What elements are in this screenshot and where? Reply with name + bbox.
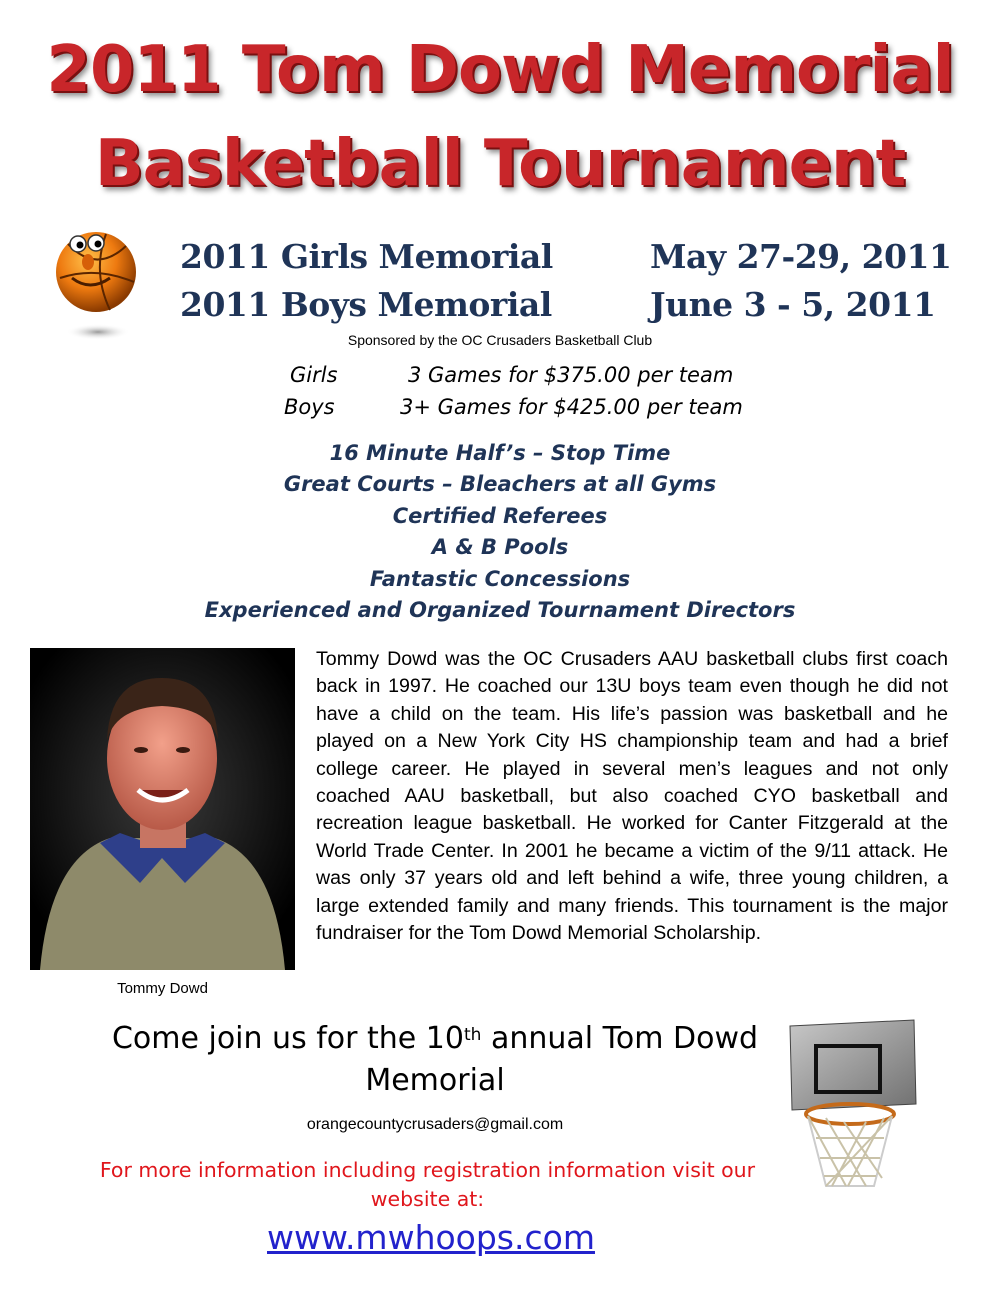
feature-item: 16 Minute Half’s – Stop Time (329, 441, 671, 465)
girls-price-label: Girls (290, 363, 338, 387)
page-title-line-2: Basketball Tournament (94, 127, 906, 201)
tommy-dowd-photo (30, 648, 295, 970)
website-link[interactable]: www.mwhoops.com (267, 1218, 595, 1257)
girls-price-text: 3 Games for $375.00 per team (408, 363, 734, 387)
ordinal-suffix: th (463, 1025, 482, 1045)
feature-item: Fantastic Concessions (369, 566, 631, 591)
boys-event-name: 2011 Boys Memorial (180, 285, 552, 324)
page-title-line-1: 2011 Tom Dowd Memorial (46, 33, 954, 107)
feature-item: Certified Referees (392, 503, 608, 528)
join-text-end: annual Tom Dowd Memorial (365, 1021, 759, 1098)
sponsor-line: Sponsored by the OC Crusaders Basketball Club (347, 332, 653, 348)
feature-list (0, 438, 1000, 626)
basketball-hoop-icon (786, 1018, 926, 1196)
biography-text: Tommy Dowd was the OC Crusaders AAU basketball clubs first coach back in 1997. He coached our 13U boys team even though he did not have a child on the team. His life’s passion was basketball and he played on a New York City HS championship team and had a brief college career. He played in several men’s leagues and not only coached AAU basketball, but also coached CYO basketball and recreation league basketball. He worked for Canter Fitzgerald at the World Trade Center. In 2001 he became a victim of the 9/11 attack. He was only 37 years old and left behind a wife, three young children, a large extended family and many friends. This tournament is the major fundraiser for the Tom Dowd Memorial Scholarship. (316, 648, 948, 945)
more-info-text: For more information including registration information visit our website at: (99, 1158, 756, 1211)
smiling-basketball-icon (48, 226, 144, 346)
girls-event-name: 2011 Girls Memorial (180, 237, 553, 276)
feature-item: Experienced and Organized Tournament Directors (204, 597, 796, 622)
boys-price-label: Boys (284, 395, 335, 419)
boys-event-dates: June 3 - 5, 2011 (650, 285, 936, 324)
feature-item: A & B Pools (431, 535, 569, 560)
boys-price-text: 3+ Games for $425.00 per team (400, 395, 743, 419)
join-invitation (40, 1018, 830, 1102)
join-text-start: Come join us for the 10 (111, 1021, 464, 1056)
girls-event-dates: May 27-29, 2011 (650, 237, 952, 276)
photo-caption: Tommy Dowd (117, 980, 208, 997)
contact-email[interactable]: orangecountycrusaders@gmail.com (306, 1116, 564, 1133)
feature-item: Great Courts – Bleachers at all Gyms (283, 472, 717, 497)
